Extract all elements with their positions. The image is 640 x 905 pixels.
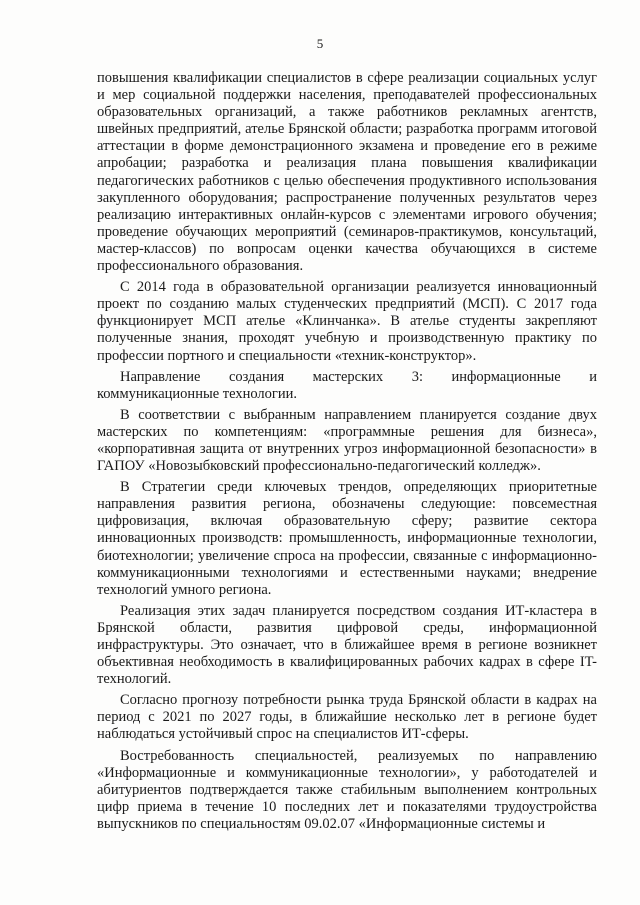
paragraph-8: Востребованность специальностей, реализуемых по направлению «Информационные и коммуникационные технологии», у работодателей и абитуриентов подтверждается также стабильным выполнением контрольных цифр приема в течение 10 последних лет и показателями трудоустройства выпускников по специальностям 09.02.07 «Информационные системы и	[97, 747, 597, 832]
paragraph-7: Согласно прогнозу потребности рынка труда Брянской области в кадрах на период с 2021 по 2027 годы, в ближайшие несколько лет в регионе будет наблюдаться устойчивый спрос на специалистов ИТ-сферы.	[97, 692, 597, 743]
paragraph-4: В соответствии с выбранным направлением планируется создание двух мастерских по компетенциям: «программные решения для бизнеса», «корпоративная защита от внутренних угроз информационной безопасности» в ГАПОУ «Новозыбковский профессионально-педагогический колледж».	[97, 406, 597, 475]
paragraph-1: повышения квалификации специалистов в сфере реализации социальных услуг и мер социальной поддержки населения, преподавателей профессиональных образовательных организаций, а также работников рекламных агентств, швейных предприятий, ателье Брянской области; разработка программ итоговой аттестации в форме демонстрационного экзамена и проведение его в режиме апробации; разработка и реализация плана повышения квалификации педагогических работников с целью обеспечения продуктивного использования закупленного оборудования; распространение полученных результатов через реализацию интерактивных онлайн-курсов с элементами игрового обучения; проведение обучающих мероприятий (семинаров-практикумов, консультаций, мастер-классов) по вопросам оценки качества обучающихся в системе профессионального образования.	[97, 70, 597, 275]
text-body	[97, 70, 597, 833]
page-number: 5	[316, 36, 324, 51]
paragraph-2: С 2014 года в образовательной организации реализуется инновационный проект по созданию малых студенческих предприятий (МСП). С 2017 года функционирует МСП ателье «Клинчанка». В ателье студенты закрепляют полученные знания, проходят учебную и производственную практику по профессии портного и специальности «техник-конструктор».	[97, 279, 597, 364]
paragraph-5: В Стратегии среди ключевых трендов, определяющих приоритетные направления развития региона, обозначены следующие: повсеместная цифровизация, включая образовательную сферу; развитие сектора инновационных производств: промышленность, информационные технологии, биотехнологии; увеличение спроса на профессии, связанные с информационно-коммуникационными технологиями и естественными науками; внедрение технологий умного региона.	[97, 479, 597, 598]
paragraph-3: Направление создания мастерских 3: информационные и коммуникационные технологии.	[97, 368, 597, 402]
paragraph-6: Реализация этих задач планируется посредством создания ИТ-кластера в Брянской области, развития цифровой среды, информационной инфраструктуры. Это означает, что в ближайшее время в регионе возникнет объективная необходимость в квалифицированных рабочих кадрах в сфере IT-технологий.	[97, 602, 597, 688]
